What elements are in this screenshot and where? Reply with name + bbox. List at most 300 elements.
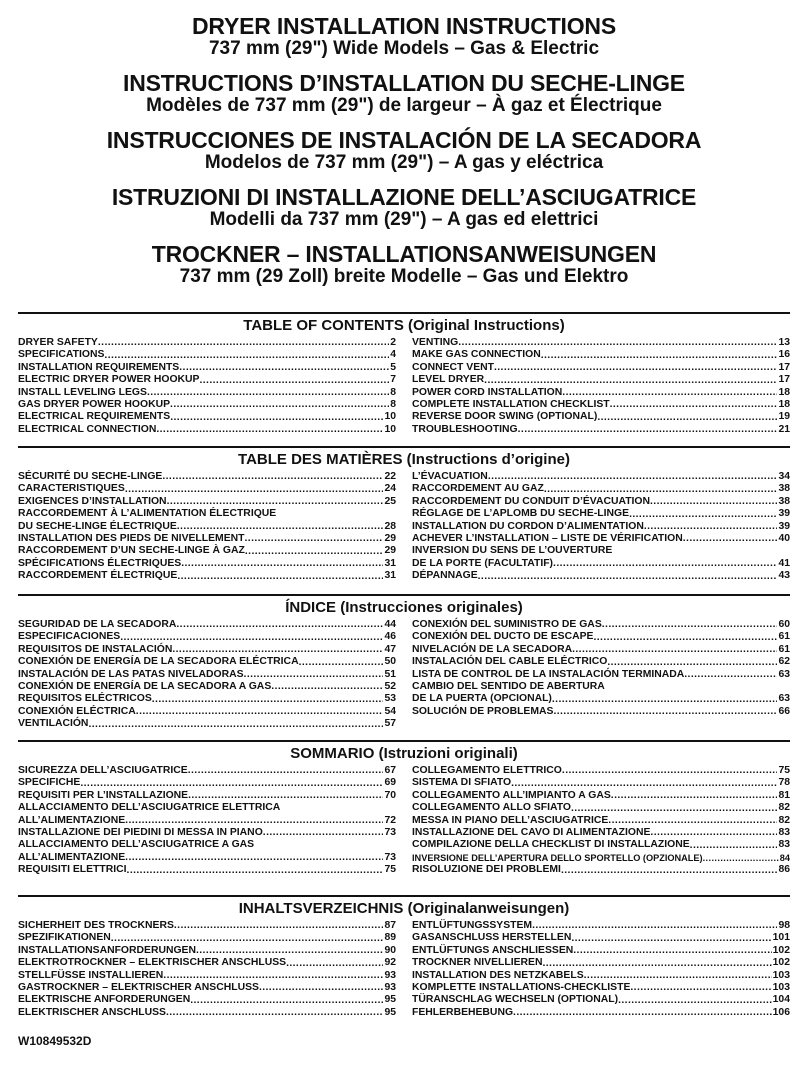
- toc-entry-label: DÉPANNAGE: [412, 570, 478, 582]
- dot-leader: [127, 865, 384, 877]
- toc-entry-page: 8: [390, 386, 396, 398]
- toc-entry-label: REQUISITOS ELÉCTRICOS: [18, 693, 152, 705]
- toc-title: TABLE OF CONTENTS: [243, 317, 404, 334]
- toc-entry: [18, 399, 396, 411]
- dot-leader: [104, 350, 389, 362]
- toc-entry-label: SPECIFICATIONS: [18, 349, 105, 361]
- title-sub: Modèles de 737 mm (29") de largeur – À gaz et Électrique: [146, 95, 662, 116]
- dot-leader: [190, 995, 383, 1007]
- dot-leader: [690, 840, 778, 852]
- toc-entry-page: 60: [778, 619, 790, 630]
- toc-column-right: [412, 619, 790, 731]
- dot-leader: [162, 471, 383, 483]
- toc-entry-page: 86: [778, 864, 790, 876]
- toc-title: SOMMARIO: [290, 745, 375, 762]
- dot-leader: [562, 765, 778, 777]
- toc-entry-page: 24: [384, 483, 396, 495]
- toc-entry-label: KOMPLETTE INSTALLATIONS-CHECKLISTE: [412, 982, 631, 994]
- dot-leader: [610, 399, 778, 411]
- toc-entry-page: 57: [384, 718, 396, 730]
- toc-entry-page: 98: [778, 920, 790, 931]
- dot-leader: [188, 765, 384, 777]
- toc-entry-label: ENTLÜFTUNGS ANSCHLIESSEN: [412, 944, 574, 956]
- toc-columns: [18, 765, 790, 877]
- toc-title: ÍNDICE: [285, 599, 337, 616]
- toc-entry-label-line: CAMBIO DEL SENTIDO DE ABERTURA: [412, 681, 605, 693]
- toc-entry-label: INSTALLAZIONE DEL CAVO DI ALIMENTAZIONE: [412, 827, 651, 839]
- toc-entry-page: 16: [778, 349, 790, 361]
- dot-leader: [111, 933, 384, 945]
- toc-entry: [412, 337, 790, 349]
- toc-section-fr: [18, 446, 790, 583]
- dot-leader: [484, 375, 777, 387]
- toc-entry-page: 69: [384, 777, 396, 789]
- toc-entry-label: MESSA IN PIANO DELL’ASCIUGATRICE: [412, 814, 609, 826]
- toc-entry-page: 47: [384, 643, 396, 655]
- toc-entry: [412, 706, 790, 718]
- toc-entry: [412, 970, 790, 982]
- dot-leader: [299, 657, 384, 669]
- dot-leader: [542, 958, 771, 970]
- toc-entry: [412, 631, 790, 643]
- dot-leader: [571, 933, 771, 945]
- title-block-it: [0, 185, 808, 230]
- dot-leader: [244, 669, 384, 681]
- dot-leader: [156, 424, 383, 436]
- dot-leader: [541, 350, 778, 362]
- toc-entry-page: 92: [384, 957, 396, 969]
- toc-entry-label: INSTALACIÓN DEL CABLE ELÉCTRICO: [412, 656, 608, 668]
- toc-entry-label: GAS DRYER POWER HOOKUP: [18, 399, 171, 411]
- toc-entry-page: 63: [778, 668, 790, 680]
- toc-entry: [18, 920, 396, 932]
- toc-entry-page: 83: [778, 839, 790, 851]
- toc-entry: [412, 957, 790, 969]
- toc-entry-page: 102: [772, 957, 790, 969]
- toc-entry: [18, 994, 396, 1006]
- toc-heading: [18, 314, 790, 337]
- toc-entry-page: 5: [390, 361, 396, 373]
- toc-entry-page: 29: [384, 533, 396, 545]
- toc-entry-page: 53: [384, 693, 396, 705]
- toc-entry-page: 89: [384, 932, 396, 944]
- toc-entry-page: 78: [778, 777, 790, 789]
- dot-leader: [163, 970, 383, 982]
- toc-column-left: [18, 920, 396, 1019]
- toc-entry-page: 39: [778, 520, 790, 532]
- dot-leader: [167, 496, 384, 508]
- toc-entry: [18, 765, 396, 777]
- toc-entry: [18, 693, 396, 705]
- toc-entry-label: FEHLERBEHEBUNG: [412, 1006, 514, 1018]
- toc-entry-label: ELECTRIC DRYER POWER HOOKUP: [18, 374, 200, 386]
- toc-entry: [412, 387, 790, 399]
- title-main: DRYER INSTALLATION INSTRUCTIONS: [192, 13, 616, 39]
- toc-entry-page: 82: [778, 814, 790, 826]
- toc-entry-page: 75: [384, 864, 396, 876]
- toc-entry-page: 62: [778, 656, 790, 668]
- toc-entry: [412, 558, 790, 570]
- toc-entry-page: 22: [384, 471, 396, 482]
- toc-note: (Instructions d’origine): [406, 451, 570, 468]
- dot-leader: [703, 852, 779, 864]
- toc-entry-page: 19: [778, 411, 790, 423]
- toc-entry-page: 83: [778, 827, 790, 839]
- dot-leader: [553, 706, 777, 718]
- toc-entry-page: 17: [778, 374, 790, 386]
- toc-entry-label: TÜRANSCHLAG WECHSELN (OPTIONAL): [412, 994, 619, 1006]
- toc-entry: [412, 777, 790, 789]
- toc-column-left: [18, 619, 396, 731]
- dot-leader: [511, 778, 777, 790]
- toc-entry-label: INVERSIONE DELL’APERTURA DELLO SPORTELLO (OPZIONALE): [412, 852, 703, 863]
- toc-entry-label: ELECTRICAL CONNECTION: [18, 423, 157, 435]
- dot-leader: [245, 533, 384, 545]
- toc-entry: [412, 411, 790, 423]
- toc-entry: [18, 656, 396, 668]
- toc-section-es: [18, 594, 790, 731]
- toc-entry-page: 50: [384, 656, 396, 668]
- toc-entry-label: ALL’ALIMENTAZIONE: [18, 814, 126, 826]
- dot-leader: [263, 827, 384, 839]
- dot-leader: [125, 484, 384, 496]
- document-titles: [0, 14, 808, 299]
- toc-entry-label: RÉGLAGE DE L’APLOMB DU SECHE-LINGE: [412, 508, 630, 520]
- dot-leader: [478, 571, 778, 583]
- dot-leader: [629, 509, 777, 521]
- toc-entry: [412, 693, 790, 705]
- toc-entry-label: TROCKNER NIVELLIEREN: [412, 957, 543, 969]
- toc-entry-label: L’ÉVACUATION: [412, 471, 488, 482]
- toc-heading: [18, 448, 790, 471]
- toc-entry-label: SPEZIFIKATIONEN: [18, 932, 111, 944]
- toc-entry: [412, 827, 790, 839]
- toc-entry-label: CONEXIÓN DE ENERGÍA DE LA SECADORA A GAS: [18, 681, 272, 693]
- toc-entry: [18, 558, 396, 570]
- toc-entry-label: DU SECHE-LINGE ÉLECTRIQUE: [18, 520, 177, 532]
- dot-leader: [562, 387, 777, 399]
- toc-entry-label: ELEKTRISCHE ANFORDERUNGEN: [18, 994, 191, 1006]
- toc-entry-page: 101: [772, 932, 790, 944]
- toc-entry-label: VENTILACIÓN: [18, 718, 89, 730]
- dot-leader: [245, 546, 384, 558]
- toc-entry: [412, 864, 790, 876]
- dot-leader: [593, 632, 777, 644]
- toc-entry: [412, 496, 790, 508]
- toc-entry-label: SICHERHEIT DES TROCKNERS: [18, 920, 174, 931]
- title-main: INSTRUCCIONES DE INSTALACIÓN DE LA SECADORA: [106, 127, 702, 153]
- dot-leader: [177, 521, 384, 533]
- toc-entry-page: 28: [384, 520, 396, 532]
- toc-entry: [412, 374, 790, 386]
- toc-entry: [18, 777, 396, 789]
- toc-entry-label: SICUREZZA DELL’ASCIUGATRICE: [18, 765, 188, 776]
- toc-entry-page: 102: [772, 944, 790, 956]
- toc-entry-label: CONEXIÓN DEL SUMINISTRO DE GAS: [412, 619, 602, 630]
- toc-entry: [412, 570, 790, 582]
- toc-entry: [18, 1007, 396, 1019]
- toc-entry-label: REQUISITI PER L’INSTALLAZIONE: [18, 789, 189, 801]
- toc-heading: [18, 897, 790, 920]
- title-main: ISTRUZIONI DI INSTALLAZIONE DELL’ASCIUGATRICE: [111, 184, 697, 210]
- title-sub: 737 mm (29") Wide Models – Gas & Electric: [208, 38, 600, 59]
- dot-leader: [170, 412, 383, 424]
- dot-leader: [650, 496, 777, 508]
- toc-entry: [412, 399, 790, 411]
- toc-entry: [412, 920, 790, 932]
- toc-entry-page: 34: [778, 471, 790, 482]
- dot-leader: [199, 375, 389, 387]
- toc-entry-page: 31: [384, 570, 396, 582]
- toc-entry-label: RACCORDEMENT DU CONDUIT D’ÉVACUATION: [412, 495, 651, 507]
- toc-column-right: [412, 765, 790, 877]
- toc-entry: [18, 374, 396, 386]
- toc-entry: [412, 521, 790, 533]
- toc-entry: [412, 619, 790, 631]
- dot-leader: [494, 362, 777, 374]
- dot-leader: [170, 399, 389, 411]
- dot-leader: [650, 827, 777, 839]
- toc-entry-label: SEGURIDAD DE LA SECADORA: [18, 619, 177, 630]
- toc-entry-page: 2: [390, 337, 396, 348]
- toc-entry-page: 63: [778, 693, 790, 705]
- toc-entry-page: 18: [778, 399, 790, 411]
- toc-entry: [412, 790, 790, 802]
- title-main: INSTRUCTIONS D’INSTALLATION DU SECHE-LINGE: [123, 70, 685, 96]
- toc-entry-page: 73: [384, 851, 396, 863]
- toc-section-it: [18, 740, 790, 877]
- toc-entry-page: 8: [390, 399, 396, 411]
- toc-entry-page: 43: [778, 570, 790, 582]
- dot-leader: [552, 694, 778, 706]
- toc-entry: [18, 631, 396, 643]
- title-block-de: [0, 242, 808, 287]
- toc-entry-label: LISTA DE CONTROL DE LA INSTALACIÓN TERMINADA: [412, 668, 685, 680]
- toc-entry-label: MAKE GAS CONNECTION: [412, 349, 541, 361]
- dot-leader: [98, 337, 389, 349]
- toc-entry: [18, 411, 396, 423]
- toc-entry-label: SOLUCIÓN DE PROBLEMAS: [412, 705, 554, 717]
- toc-entry-page: 51: [384, 668, 396, 680]
- toc-entry: [412, 483, 790, 495]
- toc-entry-label: REVERSE DOOR SWING (OPTIONAL): [412, 411, 598, 423]
- dot-leader: [532, 920, 777, 932]
- toc-column-right: [412, 337, 790, 436]
- toc-entry: [412, 815, 790, 827]
- toc-entry-label: COLLEGAMENTO ELETTRICO: [412, 765, 562, 776]
- dot-leader: [644, 521, 778, 533]
- toc-entry: [412, 994, 790, 1006]
- dot-leader: [271, 681, 383, 693]
- toc-entry: [18, 932, 396, 944]
- toc-entry-page: 25: [384, 495, 396, 507]
- toc-entry-label: ACHEVER L’INSTALLATION – LISTE DE VÉRIFICATION: [412, 533, 683, 545]
- toc-entry-label: CONNECT VENT: [412, 361, 494, 373]
- toc-entry-label: DE LA PORTE (FACULTATIF): [412, 557, 554, 569]
- toc-entry-label: INSTALLATION DES PIEDS DE NIVELLEMENT: [18, 533, 245, 545]
- toc-entry-label: REQUISITOS DE INSTALACIÓN: [18, 643, 173, 655]
- dot-leader: [602, 619, 778, 631]
- toc-entry-label: ESPECIFICACIONES: [18, 631, 121, 643]
- dot-leader: [181, 558, 383, 570]
- dot-leader: [286, 958, 383, 970]
- toc-entry-label: RACCORDEMENT AU GAZ: [412, 483, 544, 495]
- toc-entry-page: 81: [778, 789, 790, 801]
- toc-entry: [18, 496, 396, 508]
- toc-entry-page: 73: [384, 827, 396, 839]
- toc-entry-label: INSTALACIÓN DE LAS PATAS NIVELADORAS: [18, 668, 244, 680]
- toc-entry-page: 39: [778, 508, 790, 520]
- toc-entry-page: 106: [772, 1006, 790, 1018]
- toc-entry-page: 75: [778, 765, 790, 776]
- toc-entry: [412, 839, 790, 851]
- dot-leader: [488, 471, 778, 483]
- toc-entry: [412, 362, 790, 374]
- dot-leader: [573, 945, 771, 957]
- dot-leader: [553, 558, 777, 570]
- toc-entry-label: COLLEGAMENTO ALLO SFIATO: [412, 802, 571, 814]
- toc-entry-label: STELLFÜSSE INSTALLIEREN: [18, 969, 164, 981]
- toc-entry-label-line: ALLACCIAMENTO DELL’ASCIUGATRICE ELETTRICA: [18, 802, 281, 814]
- toc-entry-page: 84: [779, 852, 790, 863]
- dot-leader: [518, 424, 778, 436]
- toc-entry-label: SPECIFICHE: [18, 777, 81, 789]
- toc-entry-page: 10: [384, 411, 396, 423]
- toc-entry: [18, 982, 396, 994]
- toc-entry-label: VENTING: [412, 337, 459, 348]
- toc-entry: [18, 545, 396, 557]
- toc-entry-page: 38: [778, 495, 790, 507]
- document-code: W10849532D: [18, 1034, 92, 1048]
- dot-leader: [177, 571, 383, 583]
- dot-leader: [120, 632, 383, 644]
- toc-entry-page: 17: [778, 361, 790, 373]
- title-block-en: [0, 14, 808, 59]
- toc-entry: [18, 471, 396, 483]
- toc-entry: [412, 765, 790, 777]
- toc-entry: [18, 706, 396, 718]
- dot-leader: [618, 995, 772, 1007]
- toc-entry: [412, 945, 790, 957]
- dot-leader: [561, 865, 777, 877]
- dot-leader: [125, 852, 383, 864]
- toc-entry-page: 10: [384, 423, 396, 435]
- title-block-es: [0, 128, 808, 173]
- toc-entry-page: 61: [778, 631, 790, 643]
- toc-entry-page: 104: [772, 994, 790, 1006]
- toc-entry-label: INSTALLATIONSANFORDERUNGEN: [18, 944, 196, 956]
- toc-entry-label: COMPLETE INSTALLATION CHECKLIST: [412, 399, 610, 411]
- toc-title: TABLE DES MATIÈRES: [238, 451, 403, 468]
- toc-entry-page: 93: [384, 982, 396, 994]
- dot-leader: [172, 644, 383, 656]
- toc-entry-page: 103: [772, 982, 790, 994]
- toc-entry-label: ELECTRICAL REQUIREMENTS: [18, 411, 171, 423]
- toc-entry-label: INSTALLATION REQUIREMENTS: [18, 361, 180, 373]
- dot-leader: [458, 337, 777, 349]
- toc-entry-page: 40: [778, 533, 790, 545]
- toc-entry-label: SISTEMA DI SFIATO: [412, 777, 512, 789]
- toc-column-left: [18, 765, 396, 877]
- toc-entry: [18, 644, 396, 656]
- dot-leader: [88, 719, 383, 731]
- toc-entry-label: REQUISITI ELETTRICI: [18, 864, 127, 876]
- toc-entry-label: COLLEGAMENTO ALL’IMPIANTO A GAS: [412, 789, 611, 801]
- toc-entry-label: INSTALL LEVELING LEGS: [18, 386, 147, 398]
- dot-leader: [572, 644, 777, 656]
- toc-entry: [412, 932, 790, 944]
- toc-entry-label: GASTROCKNER – ELEKTRISCHER ANSCHLUSS: [18, 982, 259, 994]
- dot-leader: [166, 1007, 383, 1019]
- toc-entry-label: LEVEL DRYER: [412, 374, 485, 386]
- toc-entry: [18, 669, 396, 681]
- toc-entry: [18, 349, 396, 361]
- toc-entry-page: 93: [384, 969, 396, 981]
- dot-leader: [544, 484, 778, 496]
- toc-entry: [412, 802, 790, 814]
- dot-leader: [584, 970, 772, 982]
- toc-entry-page: 4: [390, 349, 396, 361]
- toc-entry-label: RISOLUZIONE DEI PROBLEMI: [412, 864, 561, 876]
- toc-note: (Original Instructions): [408, 317, 565, 334]
- toc-entry-page: 13: [778, 337, 790, 348]
- toc-entry-label: NIVELACIÓN DE LA SECADORA: [412, 643, 573, 655]
- toc-entry-page: 95: [384, 994, 396, 1006]
- toc-note: (Instrucciones originales): [340, 599, 523, 616]
- toc-note: (Originalanweisungen): [407, 900, 570, 917]
- toc-entry-label-line: INVERSION DU SENS DE L’OUVERTURE: [412, 545, 613, 557]
- toc-entry-page: 29: [384, 545, 396, 557]
- dot-leader: [683, 533, 778, 545]
- toc-entry: [412, 471, 790, 483]
- toc-entry-page: 41: [778, 557, 790, 569]
- toc-entry-label: ELEKTRISCHER ANSCHLUSS: [18, 1006, 166, 1018]
- toc-entry-page: 38: [778, 483, 790, 495]
- toc-columns: [18, 471, 790, 583]
- toc-columns: [18, 920, 790, 1019]
- toc-entry: [412, 508, 790, 520]
- toc-entry: [18, 337, 396, 349]
- toc-entry: [18, 387, 396, 399]
- toc-entry: [18, 852, 396, 864]
- toc-entry: [18, 827, 396, 839]
- toc-entry-label: GASANSCHLUSS HERSTELLEN: [412, 932, 572, 944]
- toc-entry-label: COMPILAZIONE DELLA CHECKLIST DI INSTALLAZIONE: [412, 839, 690, 851]
- toc-entry: [412, 1007, 790, 1019]
- toc-entry: [18, 815, 396, 827]
- toc-entry: [18, 424, 396, 436]
- toc-entry: [18, 570, 396, 582]
- toc-entry-label: INSTALLATION DES NETZKABELS: [412, 969, 584, 981]
- toc-note: (Istruzioni originali): [378, 745, 518, 762]
- dot-leader: [684, 669, 777, 681]
- dot-leader: [152, 694, 384, 706]
- toc-entry-label: CONEXIÓN DEL DUCTO DE ESCAPE: [412, 631, 594, 643]
- dot-leader: [176, 619, 383, 631]
- toc-entry: [18, 619, 396, 631]
- toc-column-left: [18, 337, 396, 436]
- toc-entry-label-line: RACCORDEMENT À L’ALIMENTATION ÉLECTRIQUE: [18, 508, 277, 520]
- toc-entry: [412, 852, 790, 864]
- toc-entry-page: 95: [384, 1006, 396, 1018]
- dot-leader: [174, 920, 384, 932]
- toc-section-de: [18, 895, 790, 1019]
- toc-columns: [18, 337, 790, 436]
- dot-leader: [188, 790, 383, 802]
- toc-entry: [412, 656, 790, 668]
- toc-entry-page: 67: [384, 765, 396, 776]
- toc-entry-label: INSTALLAZIONE DEI PIEDINI DI MESSA IN PIANO: [18, 827, 263, 839]
